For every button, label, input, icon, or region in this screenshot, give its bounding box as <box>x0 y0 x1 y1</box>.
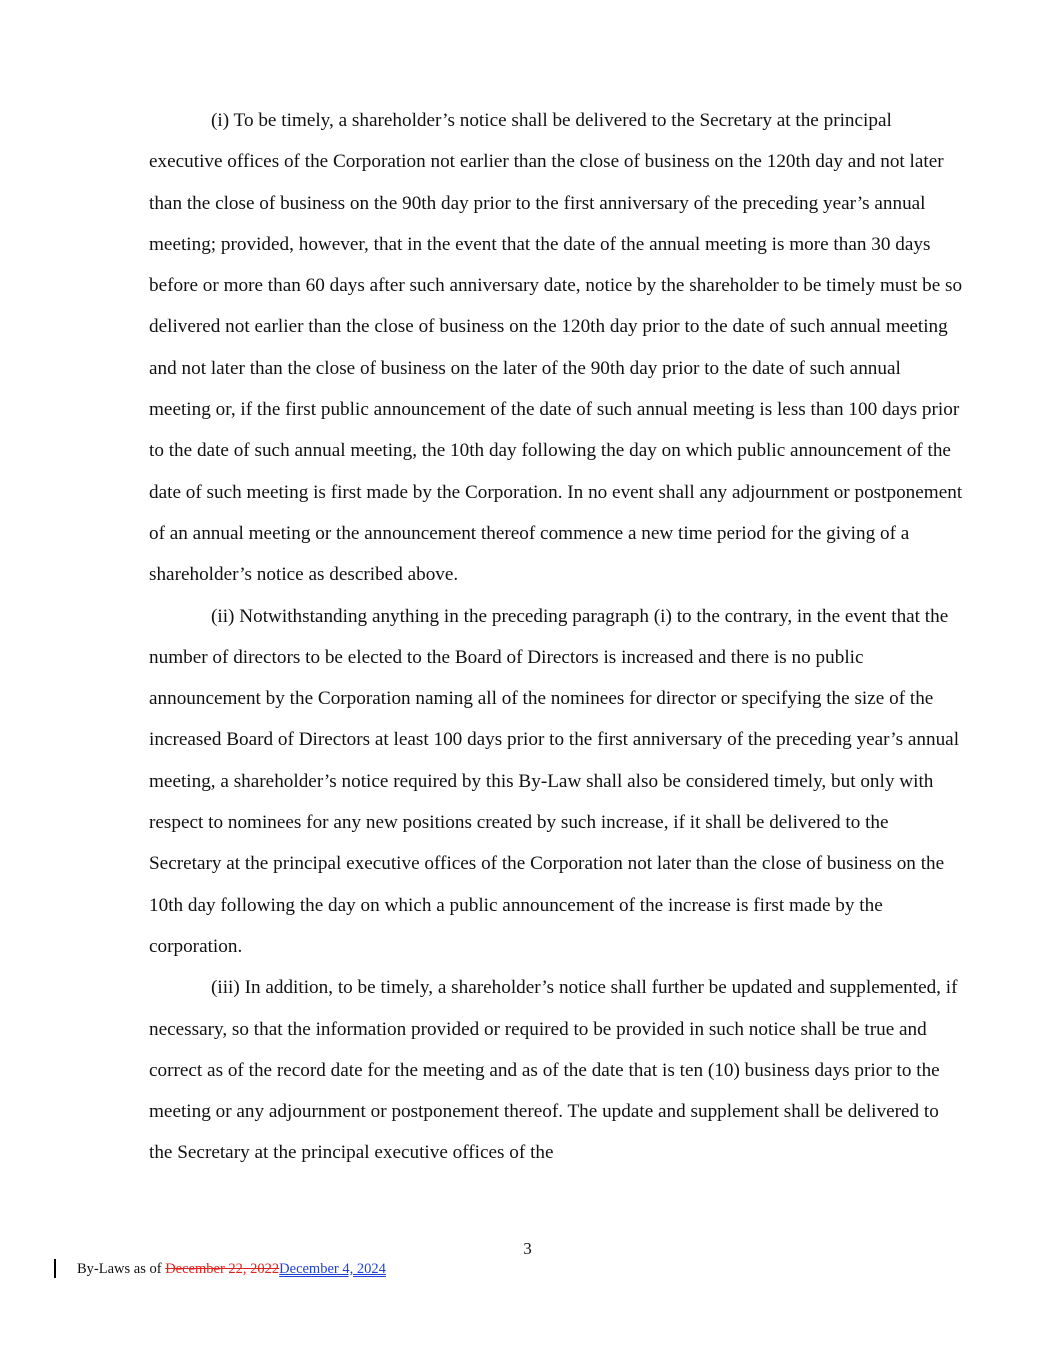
footer <box>77 1259 386 1279</box>
footer-prefix: By-Laws as of <box>77 1261 166 1277</box>
document-body <box>149 100 964 1174</box>
paragraph-i: (i) To be timely, a shareholder’s notice shall be delivered to the Secretary at the principal executive offices of the Corporation not earlier than the close of business on the 120th day and not later than the close of business on the 90th day prior to the first anniversary of the preceding year’s annual meeting; provided, however, that in the event that the date of the annual meeting is more than 30 days before or more than 60 days after such anniversary date, notice by the shareholder to be timely must be so delivered not earlier than the close of business on the 120th day prior to the date of such annual meeting and not later than the close of business on the later of the 90th day prior to the date of such annual meeting or, if the first public announcement of the date of such annual meeting is less than 100 days prior to the date of such annual meeting, the 10th day following the day on which public announcement of the date of such meeting is first made by the Corporation. In no event shall any adjournment or postponement of an annual meeting or the announcement thereof commence a new time period for the giving of a shareholder’s notice as described above. <box>149 110 963 586</box>
revision-change-bar <box>54 1259 56 1278</box>
paragraph-iii: (iii) In addition, to be timely, a shareholder’s notice shall further be updated and supplemented, if necessary, so that the information provided or required to be provided in such notice shall be true and correct as of the record date for the meeting and as of the date that is ten (10) business days prior to the meeting or any adjournment or postponement thereof. The update and supplement shall be delivered to the Secretary at the principal executive offices of the <box>149 977 958 1164</box>
paragraph-ii: (ii) Notwithstanding anything in the preceding paragraph (i) to the contrary, in the event that the number of directors to be elected to the Board of Directors is increased and there is no public announcement by the Corporation naming all of the nominees for director or specifying the size of the increased Board of Directors at least 100 days prior to the first anniversary of the preceding year’s annual meeting, a shareholder’s notice required by this By-Law shall also be considered timely, but only with respect to nominees for any new positions created by such increase, if it shall be delivered to the Secretary at the principal executive offices of the Corporation not later than the close of business on the 10th day following the day on which a public announcement of the increase is first made by the corporation. <box>149 605 960 957</box>
footer-deleted-date: December 22, 2022 <box>165 1261 280 1277</box>
footer-inserted-date: December 4, 2024 <box>279 1261 386 1277</box>
page-number: 3 <box>523 1239 532 1258</box>
